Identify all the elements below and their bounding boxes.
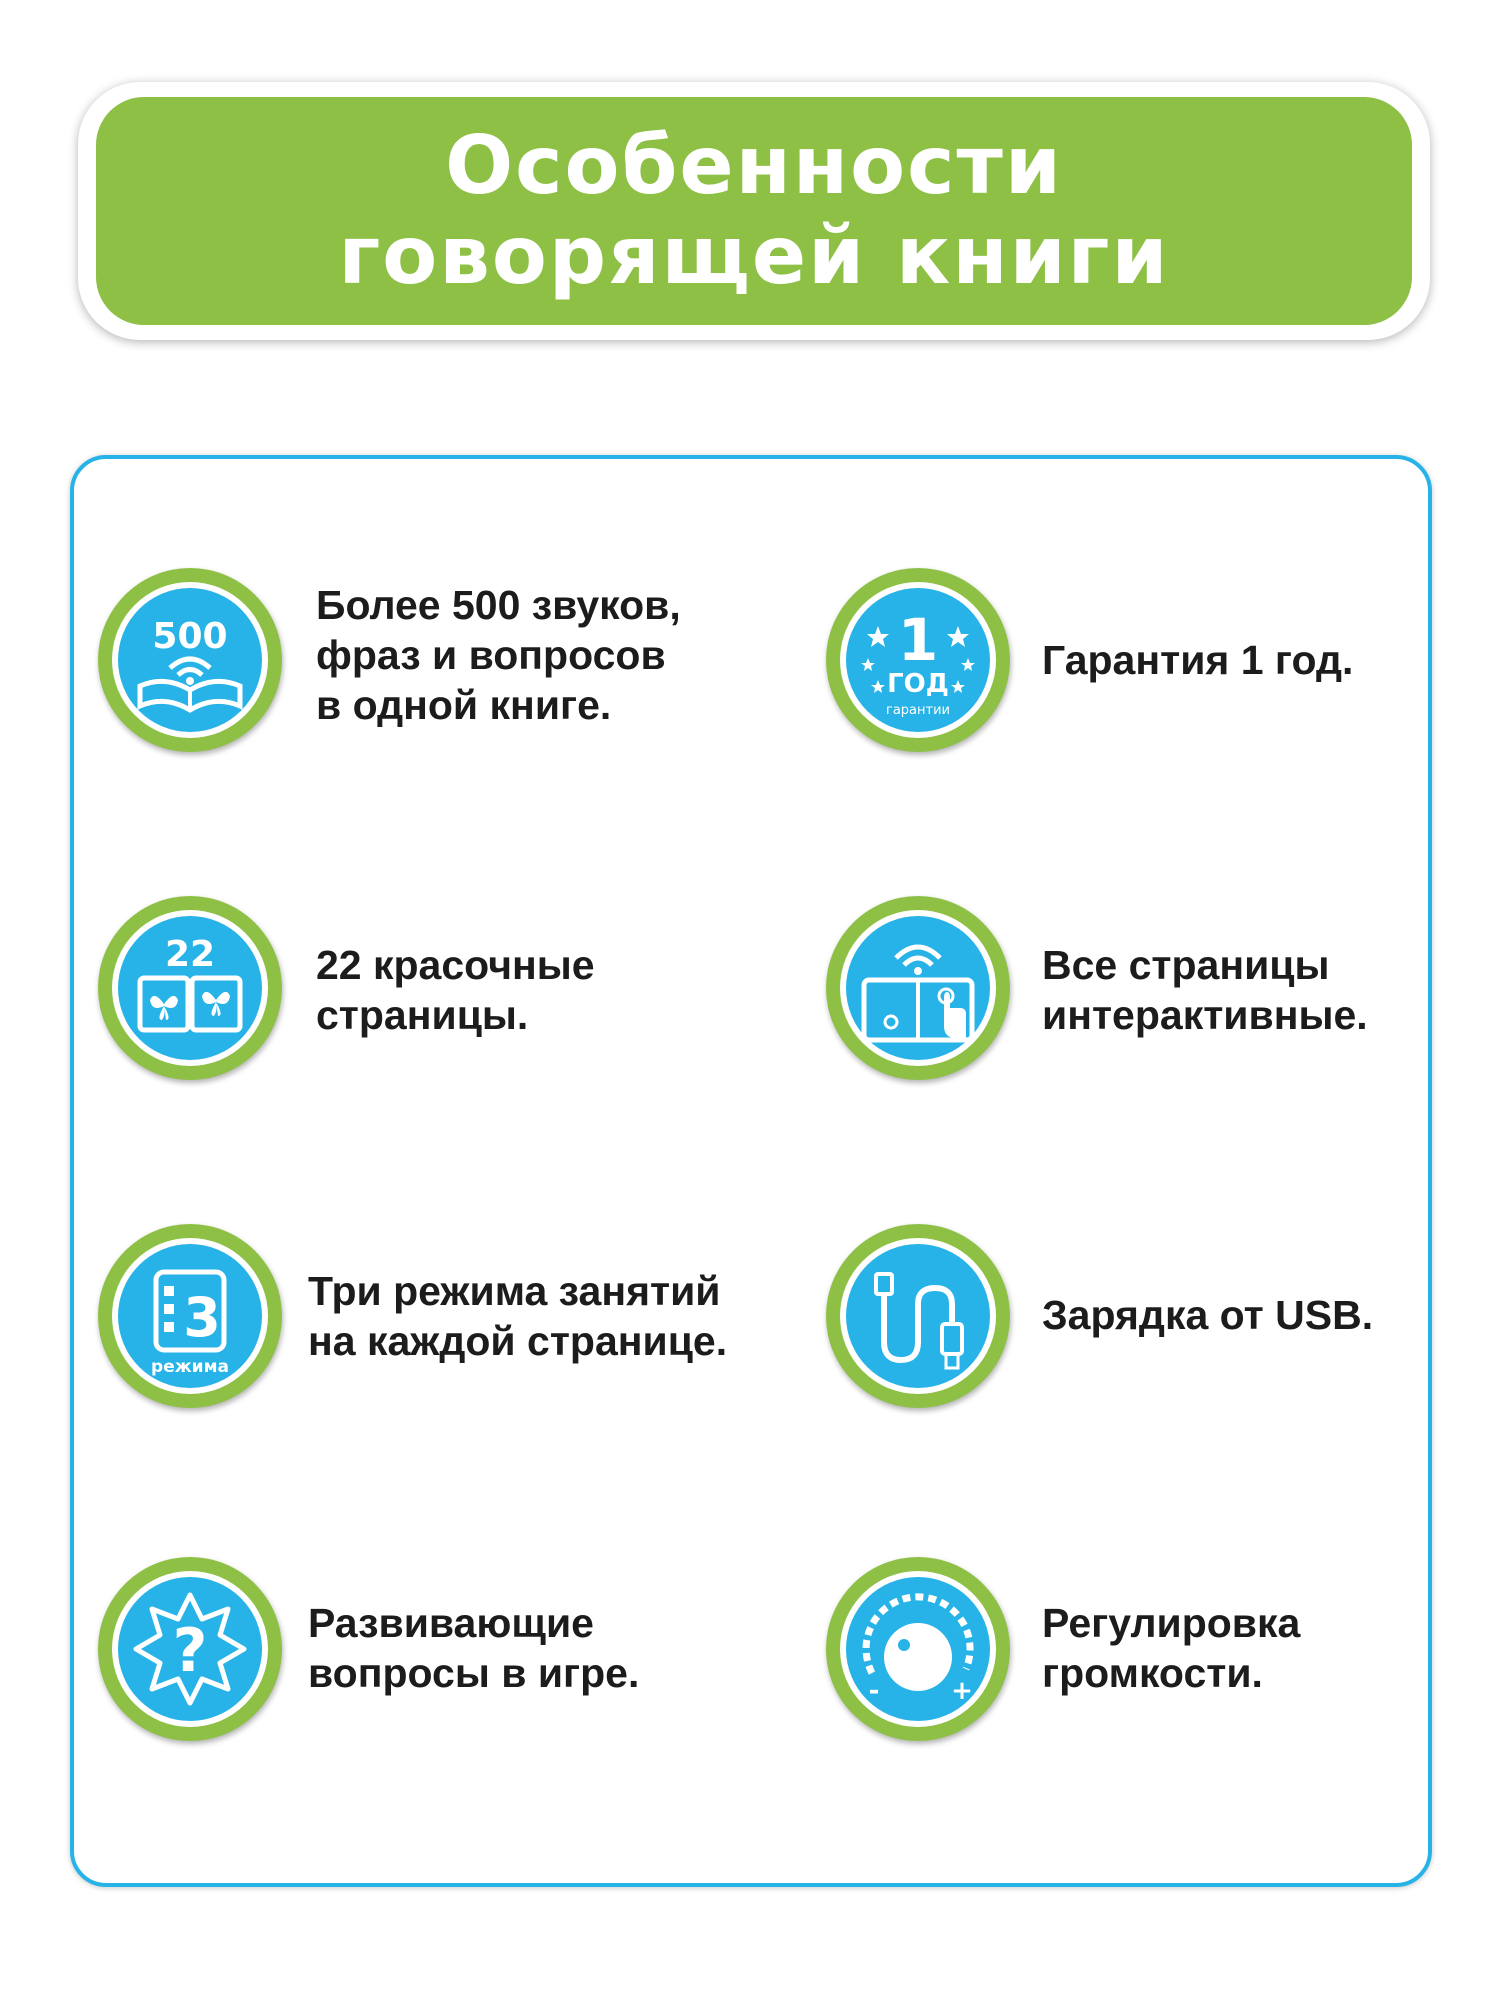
feature-sounds-line-2: фраз и вопросов [316, 632, 666, 678]
feature-usb-line-1: Зарядка от USB. [1042, 1292, 1374, 1338]
feature-interactive-line-1: Все страницы [1042, 942, 1330, 988]
interactive-page-icon [826, 896, 1010, 1080]
pages-22-icon [98, 896, 282, 1080]
feature-volume-line-2: громкости. [1042, 1650, 1263, 1696]
badge-500: 500 [152, 616, 228, 657]
feature-questions-line-2: вопросы в игре. [308, 1650, 640, 1696]
title-banner-inner [96, 97, 1412, 325]
badge-1: 1 [897, 606, 939, 674]
title-banner [78, 82, 1430, 340]
usb-cable-icon [826, 1224, 1010, 1408]
warranty-icon [826, 568, 1010, 752]
badge-3: 3 [183, 1286, 221, 1349]
feature-questions-line-1: Развивающие [308, 1600, 594, 1646]
badge-22: 22 [164, 934, 216, 975]
feature-modes-line-1: Три режима занятий [308, 1268, 721, 1314]
badge-garantii: гарантии [886, 703, 950, 718]
feature-pages-line-2: страницы. [316, 992, 529, 1038]
feature-sounds-line-3: в одной книге. [316, 682, 612, 728]
volume-minus: - [868, 1676, 880, 1706]
feature-warranty-line-1: Гарантия 1 год. [1042, 637, 1354, 683]
three-modes-icon [98, 1224, 282, 1408]
feature-modes-line-2: на каждой странице. [308, 1318, 728, 1364]
badge-rezhima: режима [151, 1357, 229, 1377]
feature-interactive-line-2: интерактивные. [1042, 992, 1368, 1038]
volume-knob-icon [826, 1557, 1010, 1741]
book-500-icon [98, 568, 282, 752]
volume-plus: + [951, 1676, 973, 1706]
feature-sounds-line-1: Более 500 звуков, [316, 582, 681, 628]
question-icon [98, 1557, 282, 1741]
title-line-1: Особенности [445, 119, 1063, 212]
feature-volume-line-1: Регулировка [1042, 1600, 1301, 1646]
badge-question: ? [172, 1616, 208, 1686]
feature-pages-line-1: 22 красочные [316, 942, 595, 988]
title-line-2: говорящей книги [338, 209, 1170, 302]
badge-god: ГОД [887, 669, 949, 699]
